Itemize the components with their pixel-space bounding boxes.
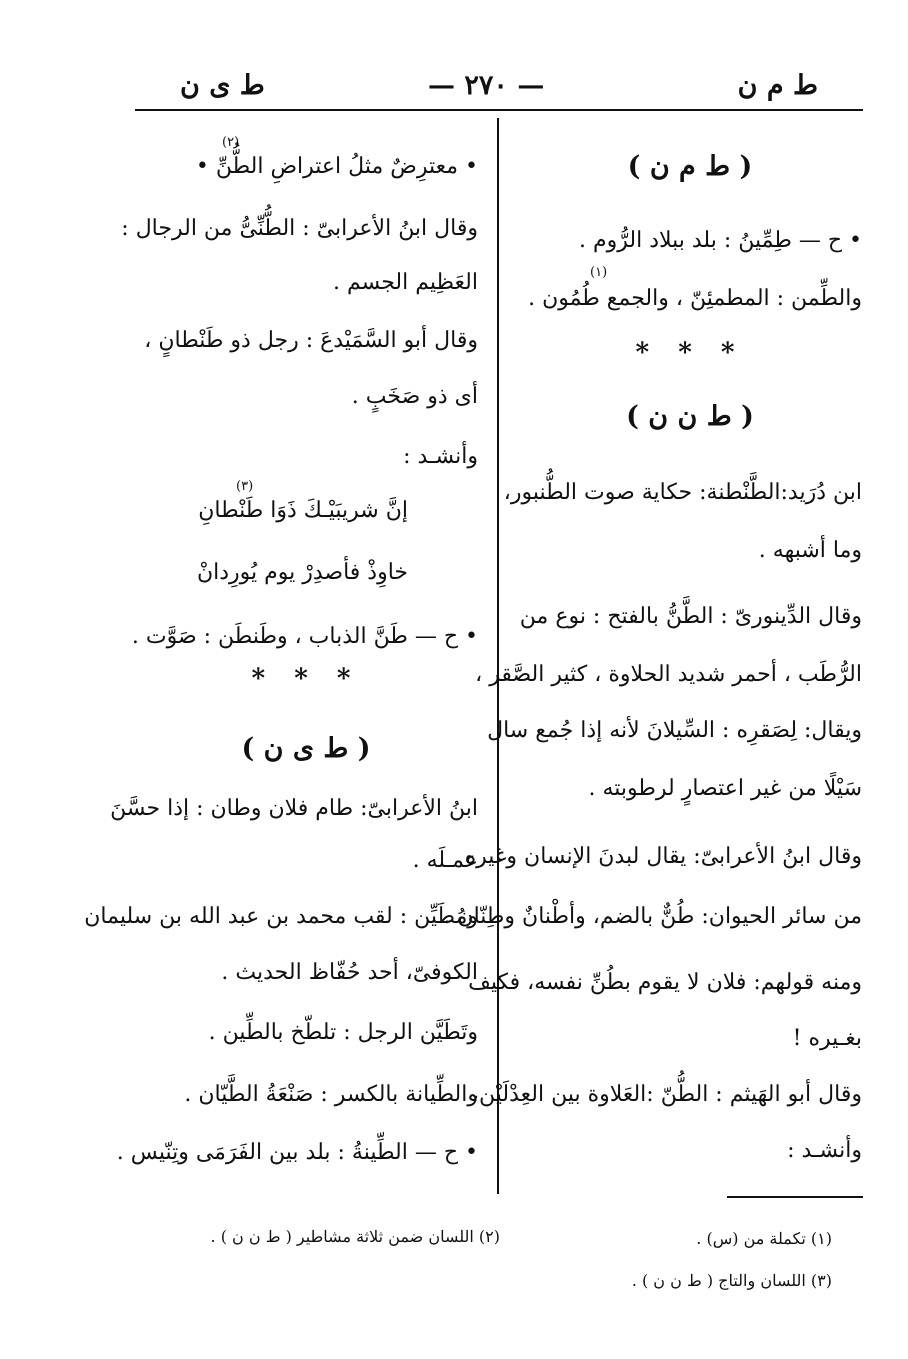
- entry-heading-tmn: ( ط م ن ): [627, 151, 753, 182]
- text-line: ابنُ الأعرابىّ: طام فلان وطان : إذا حسَّنَ: [110, 796, 478, 821]
- text-line: سَيْلًا من غير اعتصارٍ لرطوبته .: [588, 776, 862, 801]
- verse-line: إنَّ شريبَيْـكَ ذَوَا طَنْطانِ: [198, 498, 408, 523]
- footnote-marker: (٣): [236, 479, 254, 494]
- footnote-marker: (١): [590, 265, 608, 280]
- verse-line: خاوِذْ فأصدِرْ يوم يُورِدانْ: [196, 560, 408, 585]
- text-line: أى ذو صَخَبٍ .: [351, 384, 478, 409]
- text-line: والطِّيانة بالكسر : صَنْعَةُ الطَّيّان .: [184, 1082, 478, 1107]
- entry-heading-tnn: ( ط ن ن ): [626, 401, 754, 432]
- text-line: • ح — طِمِّينُ : بلد ببلاد الرُّوم .: [579, 228, 862, 253]
- page-number: — ٢٧٠ —: [428, 70, 545, 101]
- text-line: وقال أبو السَّمَيْدعَ : رجل ذو طَنْطانٍ ،: [144, 328, 478, 353]
- text-line: الكوفىّ، أحد حُفّاظ الحديث .: [221, 960, 478, 985]
- verse-fragment: • معترِضٌ مثلُ اعتراضِ الطُّنِّ •: [195, 154, 478, 179]
- text-line: العَظِيم الجسم .: [332, 270, 478, 295]
- text-line: • ح — الطِّينةُ : بلد بين الفَرَمَى وتِنّيس .: [116, 1140, 478, 1165]
- text-line: • ح — طَنَّ الذباب ، وطَنطَن : صَوَّت .: [131, 624, 478, 649]
- text-line: ويقال: لِصَقرِه : السِّيلانَ لأنه إذا جُمع سال: [487, 718, 862, 743]
- footnote: (٣) اللسان والتاج ( ط ن ن ) .: [631, 1271, 832, 1290]
- text-line: وقال ابنُ الأعرابىّ: يقال لبدنَ الإنسان وغيره: [464, 844, 862, 869]
- text-line: ومُطَيِّن : لقب محمد بن عبد الله بن سليمان: [84, 904, 478, 929]
- text-line: وما أشبهه .: [758, 538, 862, 563]
- column-divider: [497, 118, 499, 1194]
- footnote-marker: (٢): [222, 135, 240, 150]
- footnote: (٢) اللسان ضمن ثلاثة مشاطير ( ط ن ن ) .: [210, 1227, 500, 1246]
- text-line: من سائر الحيوان: طُنٌّ بالضم، وأطْنانٌ وطِنّان .: [443, 904, 862, 929]
- text-line: وأنشـد :: [403, 444, 478, 469]
- text-line: وتَطَيَّن الرجل : تلطّخ بالطِّين .: [208, 1020, 478, 1045]
- header-rule: [135, 109, 863, 111]
- text-line: ومنه قولهم: فلان لا يقوم بطُنِّ نفسه، فكيف: [468, 970, 862, 995]
- text-line: وأنشـد :: [787, 1138, 862, 1163]
- text-line: ابن دُرَيد:الطَّنْطنة: حكاية صوت الطُّنبور،: [503, 480, 862, 505]
- text-line: وقال الدِّينورىّ : الطَّنُّ بالفتح : نوع من: [519, 604, 862, 629]
- footnote-rule: [727, 1196, 863, 1198]
- section-separator: * * *: [251, 664, 361, 694]
- text-line: عمـلَه .: [412, 848, 478, 873]
- text-line: والطِّمن : المطمئِنّ ، والجمع طُمُون .: [528, 286, 862, 311]
- text-line: الرُّطَب ، أحمر شديد الحلاوة ، كثير الصَّقر ،: [475, 662, 862, 687]
- text-line: بغـيره !: [792, 1026, 862, 1051]
- text-line: وقال ابنُ الأعرابىّ : الطُّنِّىُّ من الرجال :: [121, 216, 478, 241]
- entry-heading-tyn: ( ط ى ن ): [241, 733, 371, 764]
- running-head-right: ط م ن: [737, 70, 818, 101]
- section-separator: * * *: [635, 338, 745, 368]
- running-head-left: ط ى ن: [180, 70, 265, 101]
- text-line: وقال أبو الهَيثم : الطُّنّ :العَلاوة بين العِدْلَيْن،: [471, 1082, 862, 1107]
- footnote: (١) تكملة من (س) .: [696, 1229, 832, 1248]
